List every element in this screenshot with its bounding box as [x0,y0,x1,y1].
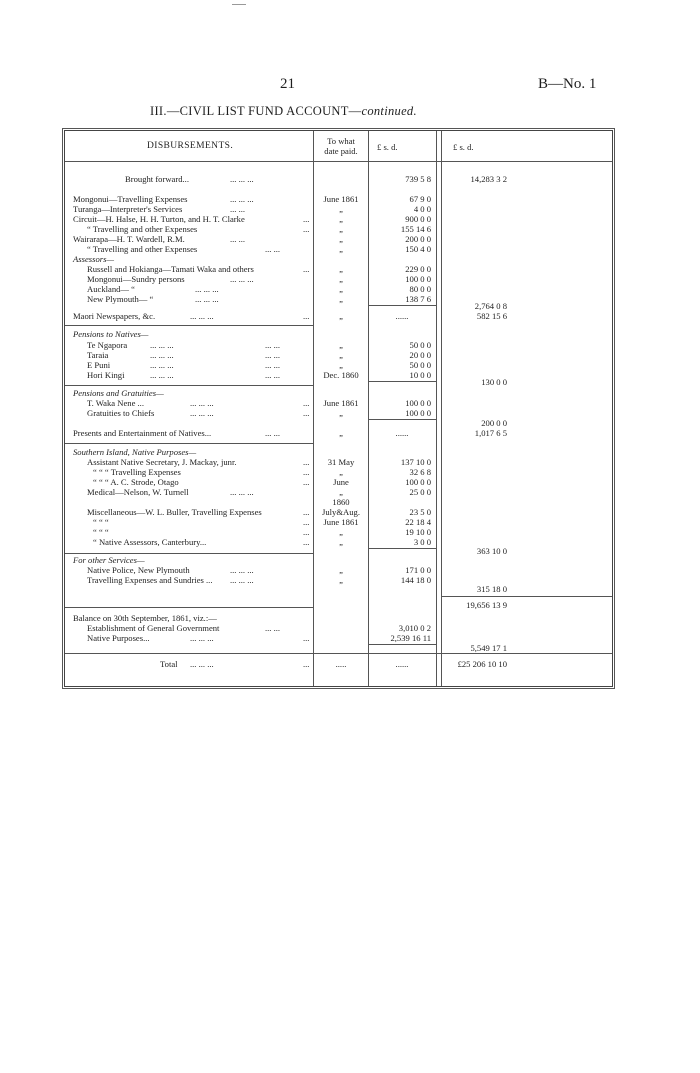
page-number: 21 [280,76,295,92]
row-label: Wairarapa—H. T. Wardell, R.M. [73,234,185,244]
row-amount: 200 0 0 [405,234,431,244]
leader-dots: ... [303,477,310,487]
leader-dots: ... ... ... [190,398,214,408]
row-date: „ [339,284,343,294]
leader-dots: ... ... [230,204,246,214]
leader-dots: ... ... [265,370,281,380]
row-amount: 3,010 0 2 [398,623,431,633]
document-reference: B—No. 1 [538,76,597,92]
row-amount: 25 0 0 [409,487,431,497]
leader-dots: ... ... ... [150,360,174,370]
row-amount: 100 0 0 [405,408,431,418]
row-amount: 19 10 0 [405,527,431,537]
row-label: Maori Newspapers, &c. [73,311,156,321]
row-label: Russell and Hokianga—Tamati Waka and others [87,264,254,274]
row-label: Mongonui—Sundry persons [87,274,185,284]
row-amount: 100 0 0 [405,477,431,487]
subtotal-rule [369,419,437,420]
leader-dots: ... [303,408,310,418]
row-label: Gratuities to Chiefs [87,408,155,418]
row-amount: 50 0 0 [409,360,431,370]
row-label: Assistant Native Secretary, J. Mackay, junr. [87,457,237,467]
currency-header-2: £ s. d. [453,142,474,152]
leader-dots: ... [303,537,310,547]
row-date: „ [339,244,343,254]
row-amount: 100 0 0 [405,398,431,408]
row-label: Native Police, New Plymouth [87,565,190,575]
row-label: Mongonui—Travelling Expenses [73,194,188,204]
total-label: Total [160,659,178,669]
row-amount: 100 0 0 [405,274,431,284]
col-divider-total-double [441,131,442,686]
row-label: New Plymouth— “ [87,294,154,304]
row-amount: 171 0 0 [405,565,431,575]
row-label: “ “ “ [93,527,109,537]
total-rule [65,653,612,654]
row-label: Presents and Entertainment of Natives... [73,428,212,438]
row-date: „ [339,575,343,585]
row-date: „ [339,234,343,244]
row-date: „ [339,467,343,477]
row-label: Miscellaneous—W. L. Buller, Travelling Expenses [87,507,262,517]
row-date: „ [339,408,343,418]
row-label: Hori Kingi [87,370,125,380]
leader-dots: ... ... ... [230,487,254,497]
row-amount: 20 0 0 [409,350,431,360]
row-date: „ [339,274,343,284]
leader-dots: ... [303,224,310,234]
leader-dots: ... ... ... [190,659,214,669]
row-amount: 67 9 0 [409,194,431,204]
section-rule [65,443,313,444]
row-total: 5,549 17 1 [470,643,507,653]
leader-dots: ... ... [265,244,281,254]
row-label: “ Travelling and other Expenses [87,244,198,254]
row-date: June 1861 [323,194,359,204]
date-header-2: date paid. [324,146,358,156]
row-total: 19,656 13 9 [466,600,507,610]
row-label: Turanga—Interpreter's Services [73,204,183,214]
date-header-1: To what [327,136,355,146]
row-date: „ [339,487,343,497]
leader-dots: ... ... ... [190,633,214,643]
row-amount: ...... [395,311,409,321]
subtotal-rule [369,305,437,306]
col-divider-total [436,131,437,686]
row-total: 363 10 0 [476,546,507,556]
leader-dots: ... ... [265,350,281,360]
row-amount: 150 4 0 [405,244,431,254]
row-total: 582 15 6 [476,311,507,321]
leader-dots: ... ... ... [190,311,214,321]
section-heading: For other Services— [73,555,145,565]
row-amount: 4 0 0 [413,204,431,214]
row-date: „ [339,360,343,370]
row-date: 31 May [327,457,355,467]
row-date: „ [339,214,343,224]
leader-dots: ... [303,517,310,527]
row-date: „ [339,294,343,304]
row-amount: 144 18 0 [400,575,431,585]
page-title: III.—CIVIL LIST FUND ACCOUNT—continued. [150,104,417,118]
row-amount: 739 5 8 [405,174,431,184]
row-date: „ [339,565,343,575]
row-label: T. Waka Nene ... [87,398,144,408]
disbursements-header: DISBURSEMENTS. [147,141,234,151]
row-date: „ [339,311,343,321]
row-date: „ [339,428,343,438]
row-date: Dec. 1860 [323,370,359,380]
row-label: Auckland— “ [87,284,135,294]
section-heading: Pensions to Natives— [73,329,149,339]
row-amount: 138 7 6 [405,294,431,304]
subtotal-rule [369,548,437,549]
row-amount: 80 0 0 [409,284,431,294]
row-amount: 137 10 0 [400,457,431,467]
row-total: 2,764 0 8 [474,301,507,311]
section-heading: Southern Island, Native Purposes— [73,447,197,457]
leader-dots: ... [303,659,310,669]
row-date: July&Aug. [322,507,360,517]
row-label: “ Travelling and other Expenses [87,224,198,234]
row-amount: ...... [395,428,409,438]
section-heading: Assessors— [73,254,115,264]
row-date: „ [339,204,343,214]
leader-dots: ... ... ... [150,340,174,350]
row-date: „ [339,537,343,547]
leader-dots: ... ... ... [230,194,254,204]
row-amount: 155 14 6 [400,224,431,234]
leader-dots: ... [303,311,310,321]
row-label: Brought forward... [125,174,189,184]
subtotal-rule [441,596,612,597]
row-label: “ “ “ A. C. Strode, Otago [93,477,179,487]
leader-dots: ... [303,633,310,643]
row-label: “ Native Assessors, Canterbury... [93,537,207,547]
total-date: ..... [335,659,347,669]
leader-dots: ... ... ... [230,565,254,575]
section-rule [65,553,313,554]
row-total: 315 18 0 [476,584,507,594]
row-label: Native Purposes... [87,633,150,643]
top-margin-mark [232,0,246,5]
section-rule [65,385,313,386]
row-amount: 23 5 0 [409,507,431,517]
leader-dots: ... ... ... [195,294,219,304]
row-label: Balance on 30th September, 1861, viz.:— [73,613,217,623]
section-rule [65,607,313,608]
leader-dots: ... [303,457,310,467]
row-total: 130 0 0 [481,377,507,387]
row-total: 1,017 6 5 [474,428,507,438]
row-date: „ [339,224,343,234]
row-amount: 229 0 0 [405,264,431,274]
col-divider-date [313,131,314,686]
leader-dots: ... ... ... [230,174,254,184]
row-amount: 50 0 0 [409,340,431,350]
leader-dots: ... ... ... [150,350,174,360]
leader-dots: ... ... ... [230,274,254,284]
row-label: Circuit—H. Halse, H. H. Turton, and H. T. Clarke [73,214,245,224]
leader-dots: ... ... ... [150,370,174,380]
row-date: „ [339,527,343,537]
section-heading: Pensions and Gratuities— [73,388,164,398]
row-label: Establishment of General Government [87,623,220,633]
row-amount: 32 6 8 [409,467,431,477]
row-amount: 2,539 16 11 [390,633,431,643]
row-amount: 3 0 0 [413,537,431,547]
row-date: „ [339,264,343,274]
row-total: 200 0 0 [481,418,507,428]
row-total: 14,283 3 2 [470,174,507,184]
account-table [64,130,613,687]
row-date: „ [339,340,343,350]
row-date: June 1861 [323,398,359,408]
leader-dots: ... ... ... [230,575,254,585]
row-year: 1860 [332,497,350,507]
row-label: Te Ngapora [87,340,128,350]
row-label: Travelling Expenses and Sundries ... [87,575,213,585]
leader-dots: ... [303,527,310,537]
leader-dots: ... [303,398,310,408]
leader-dots: ... ... ... [190,408,214,418]
leader-dots: ... ... [265,360,281,370]
row-label: “ “ “ Travelling Expenses [93,467,181,477]
grand-total: £25 206 10 10 [457,659,507,669]
subtotal-rule [369,381,437,382]
leader-dots: ... ... [265,340,281,350]
row-label: Medical—Nelson, W. Turnell [87,487,189,497]
header-rule [65,161,612,162]
total-amount: ...... [395,659,409,669]
row-label: “ “ “ [93,517,109,527]
leader-dots: ... [303,264,310,274]
row-amount: 10 0 0 [409,370,431,380]
row-date: June 1861 [323,517,359,527]
leader-dots: ... ... [265,428,281,438]
row-amount: 900 0 0 [405,214,431,224]
subtotal-rule [369,644,437,645]
leader-dots: ... ... [230,234,246,244]
row-label: Taraia [87,350,109,360]
row-label: E Puni [87,360,111,370]
leader-dots: ... [303,467,310,477]
row-date: June [333,477,349,487]
row-date: „ [339,350,343,360]
leader-dots: ... ... ... [195,284,219,294]
leader-dots: ... [303,214,310,224]
leader-dots: ... [303,507,310,517]
row-amount: 22 18 4 [405,517,431,527]
currency-header-1: £ s. d. [377,142,398,152]
leader-dots: ... ... [265,623,281,633]
section-rule [65,325,313,326]
